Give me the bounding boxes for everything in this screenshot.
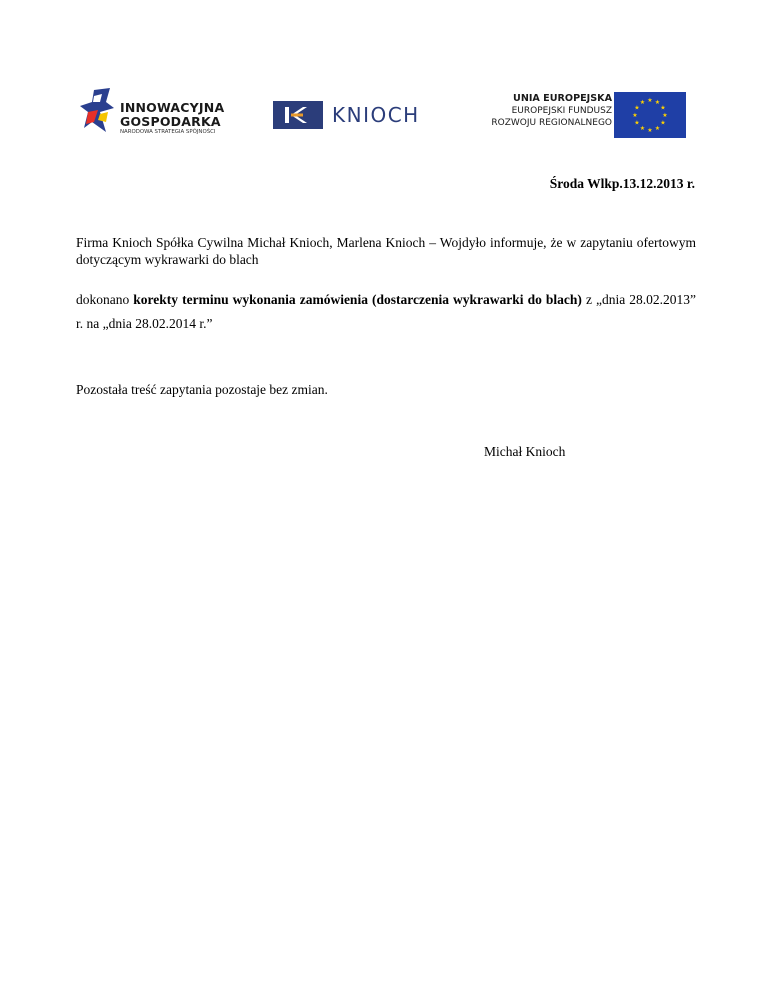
knioch-mark-icon: [273, 101, 323, 129]
eu-line1: UNIA EUROPEJSKA: [513, 93, 612, 104]
svg-text:★: ★: [647, 127, 653, 134]
logo-text-line3: NARODOWA STRATEGIA SPÓJNOŚCI: [120, 129, 216, 135]
eu-fund-text: [491, 93, 612, 129]
eu-fund-logo: [470, 92, 686, 138]
svg-text:★: ★: [639, 99, 646, 106]
eu-flag-icon: [614, 92, 686, 138]
svg-text:★: ★: [647, 97, 653, 104]
star-burst-icon: [80, 88, 116, 136]
svg-text:★: ★: [632, 112, 638, 119]
svg-text:★: ★: [662, 112, 668, 119]
svg-text:★: ★: [654, 125, 661, 132]
svg-text:★: ★: [660, 104, 666, 112]
document-date: Środa Wlkp.13.12.2013 r.: [549, 176, 695, 191]
svg-text:★: ★: [634, 119, 640, 127]
svg-text:★: ★: [639, 125, 646, 132]
innowacyjna-gospodarka-logo: [80, 88, 240, 138]
svg-text:★: ★: [660, 119, 666, 127]
svg-text:★: ★: [634, 104, 640, 112]
correction-suffix: z „dnia 28.02.2013” r. na „dnia 28.02.2014 r.”: [76, 292, 696, 331]
logo-text-line1: INNOWACYJNA: [120, 100, 225, 115]
correction-prefix: dokonano: [76, 292, 134, 307]
signature: Michał Knioch: [484, 444, 566, 459]
svg-text:★: ★: [654, 99, 661, 106]
correction-bold: korekty terminu wykonania zamówienia (dostarczenia wykrawarki do blach): [133, 292, 582, 307]
logo-text-line2: GOSPODARKA: [120, 114, 221, 129]
knioch-wordmark: KNIOCH: [332, 103, 420, 127]
paragraph-intro: Firma Knioch Spółka Cywilna Michał Knioch, Marlena Knioch – Wojdyło informuje, że w zapytaniu ofertowym dotyczącym wykrawarki do blach: [76, 235, 696, 267]
eu-line2: EUROPEJSKI FUNDUSZ: [511, 106, 612, 116]
eu-line3: ROZWOJU REGIONALNEGO: [491, 118, 612, 128]
paragraph-closing: Pozostała treść zapytania pozostaje bez zmian.: [76, 382, 328, 397]
paragraph-correction: [76, 288, 696, 336]
knioch-logo: [273, 101, 443, 129]
